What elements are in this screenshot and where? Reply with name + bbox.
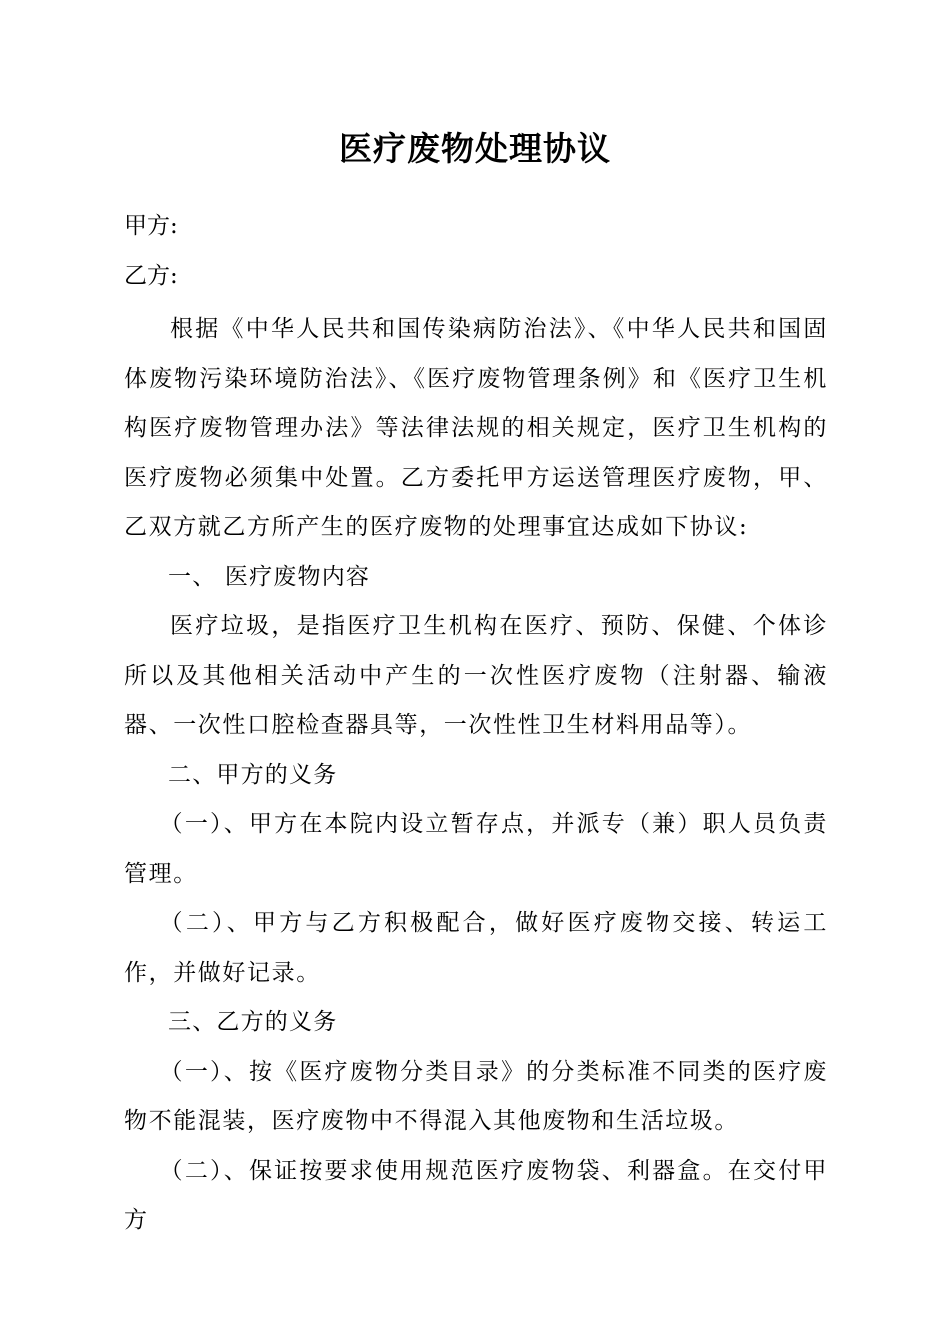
- section-paragraph: （一）、甲方在本院内设立暂存点，并派专（兼）职人员负责管理。: [124, 811, 828, 887]
- section-heading-party-b-duties: 三、乙方的义务: [168, 1009, 338, 1035]
- section-paragraph: （二）、保证按要求使用规范医疗废物袋、利器盒。在交付甲方: [124, 1157, 828, 1233]
- section-heading-content: 一、 医疗废物内容: [168, 563, 371, 590]
- section-paragraph: 医疗垃圾，是指医疗卫生机构在医疗、预防、保健、个体诊所以及其他相关活动中产生的一次性医疗废物（注射器、输液器、一次性口腔检查器具等，一次性性卫生材料用品等）。: [124, 613, 828, 738]
- document-title: 医疗废物处理协议: [339, 129, 611, 168]
- section-paragraph: （一）、按《医疗废物分类目录》的分类标准不同类的医疗废物不能混装，医疗废物中不得混入其他废物和生活垃圾。: [124, 1058, 828, 1134]
- party-a-label: 甲方:: [124, 213, 178, 239]
- intro-paragraph: 根据《中华人民共和国传染病防治法》、《中华人民共和国固体废物污染环境防治法》、《医疗废物管理条例》和《医疗卫生机构医疗废物管理办法》等法律法规的相关规定，医疗卫生机构的医疗废物必须集中处置。乙方委托甲方运送管理医疗废物，甲、乙双方就乙方所产生的医疗废物的处理事宜达成如下协议:: [124, 316, 828, 540]
- agreement-body: [124, 305, 828, 1246]
- section-heading-party-a-duties: 二、甲方的义务: [168, 761, 338, 788]
- party-b-label: 乙方:: [124, 263, 178, 289]
- section-paragraph: （二）、甲方与乙方积极配合，做好医疗废物交接、转运工作，并做好记录。: [124, 910, 828, 986]
